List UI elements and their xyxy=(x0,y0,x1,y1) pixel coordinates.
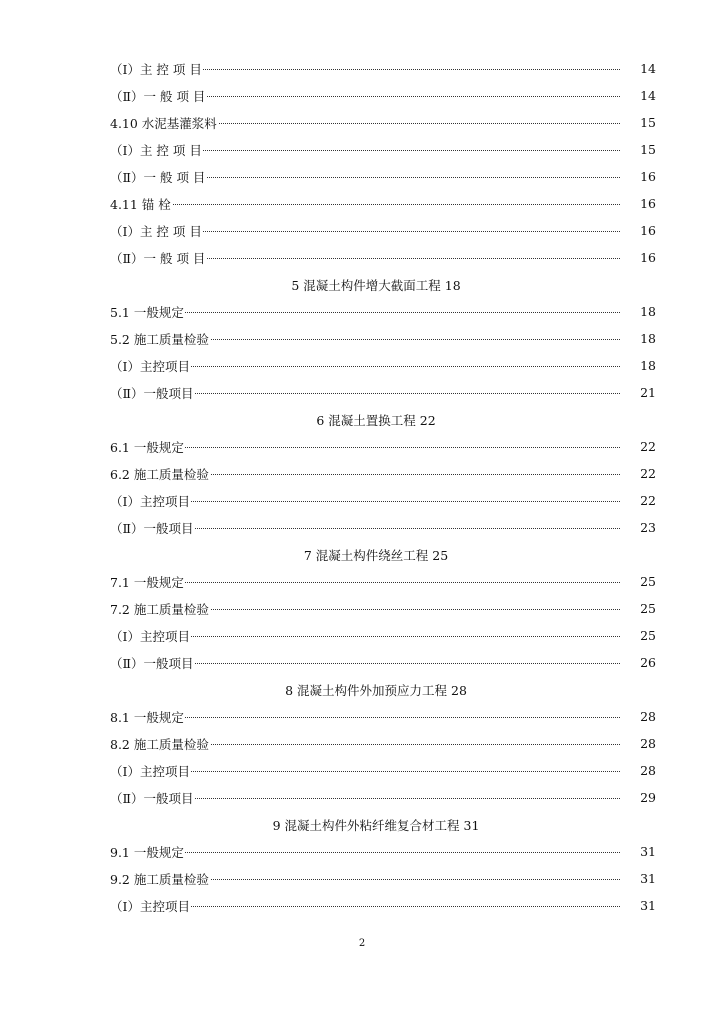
toc-dot-leader xyxy=(110,312,620,313)
toc-chapter-heading xyxy=(0,811,724,838)
toc-entry-page: 15 xyxy=(640,115,656,130)
toc-chapter-heading xyxy=(0,271,724,298)
toc-entry-page: 22 xyxy=(640,493,656,508)
toc-entry xyxy=(0,730,724,757)
toc-entry xyxy=(0,622,724,649)
toc-entry-label: 6.1 一般规定 xyxy=(110,439,184,455)
toc-entry xyxy=(0,379,724,406)
toc-entry xyxy=(0,784,724,811)
toc-entry-page: 31 xyxy=(640,871,656,886)
toc-chapter-heading xyxy=(0,676,724,703)
toc-entry-label: （Ⅰ）主控项目 xyxy=(110,763,190,779)
toc-entry-label: 6.2 施工质量检验 xyxy=(110,466,209,482)
toc-entry-label: 7.2 施工质量检验 xyxy=(110,601,209,617)
toc-entry-label: （Ⅱ）一般项目 xyxy=(110,655,194,671)
toc-entry-page: 22 xyxy=(640,466,656,481)
toc-entry-page: 28 xyxy=(640,709,656,724)
toc-entry-page: 22 xyxy=(640,439,656,454)
toc-dot-leader xyxy=(110,582,620,583)
table-of-contents xyxy=(0,55,724,919)
toc-entry-page: 31 xyxy=(640,844,656,859)
toc-entry xyxy=(0,649,724,676)
toc-entry-page: 25 xyxy=(640,601,656,616)
toc-entry xyxy=(0,460,724,487)
toc-entry-page: 28 xyxy=(640,763,656,778)
toc-entry xyxy=(0,163,724,190)
toc-entry xyxy=(0,190,724,217)
toc-chapter-heading xyxy=(0,406,724,433)
toc-entry-page: 16 xyxy=(640,196,656,211)
toc-entry-page: 14 xyxy=(640,88,656,103)
toc-entry xyxy=(0,892,724,919)
toc-dot-leader xyxy=(110,852,620,853)
toc-entry-label: （Ⅱ）一 般 项 目 xyxy=(110,250,206,266)
toc-chapter-label: 7 混凝土构件绕丝工程 25 xyxy=(303,547,449,563)
toc-entry-page: 25 xyxy=(640,628,656,643)
toc-entry-label: 5.1 一般规定 xyxy=(110,304,184,320)
toc-entry xyxy=(0,838,724,865)
toc-entry-label: （Ⅱ）一般项目 xyxy=(110,790,194,806)
toc-entry-label: （Ⅱ）一般项目 xyxy=(110,520,194,536)
toc-entry-page: 16 xyxy=(640,169,656,184)
toc-entry-label: （Ⅰ）主 控 项 目 xyxy=(110,61,202,77)
toc-entry xyxy=(0,703,724,730)
toc-entry-label: （Ⅰ）主控项目 xyxy=(110,493,190,509)
toc-entry-label: 4.10 水泥基灌浆料 xyxy=(110,115,217,131)
toc-chapter-label: 9 混凝土构件外粘纤维复合材工程 31 xyxy=(272,817,480,833)
toc-entry xyxy=(0,487,724,514)
toc-entry-label: （Ⅱ）一 般 项 目 xyxy=(110,169,206,185)
toc-entry xyxy=(0,298,724,325)
toc-entry xyxy=(0,433,724,460)
toc-dot-leader xyxy=(110,204,620,205)
toc-entry xyxy=(0,865,724,892)
toc-entry xyxy=(0,82,724,109)
toc-entry-label: （Ⅰ）主控项目 xyxy=(110,628,190,644)
toc-entry xyxy=(0,136,724,163)
toc-entry-label: （Ⅱ）一般项目 xyxy=(110,385,194,401)
toc-entry xyxy=(0,244,724,271)
toc-entry xyxy=(0,325,724,352)
toc-entry xyxy=(0,109,724,136)
toc-entry-page: 15 xyxy=(640,142,656,157)
toc-entry-label: 9.2 施工质量检验 xyxy=(110,871,209,887)
page-number: 2 xyxy=(358,938,366,949)
toc-entry-page: 26 xyxy=(640,655,656,670)
toc-entry-page: 14 xyxy=(640,61,656,76)
toc-entry xyxy=(0,217,724,244)
toc-entry-page: 28 xyxy=(640,736,656,751)
toc-entry-label: （Ⅰ）主 控 项 目 xyxy=(110,223,202,239)
toc-entry-page: 18 xyxy=(640,304,656,319)
toc-chapter-label: 8 混凝土构件外加预应力工程 28 xyxy=(285,682,467,698)
toc-entry-page: 25 xyxy=(640,574,656,589)
toc-chapter-label: 6 混凝土置换工程 22 xyxy=(316,412,436,428)
toc-entry-page: 23 xyxy=(640,520,656,535)
toc-entry xyxy=(0,514,724,541)
toc-entry-label: 9.1 一般规定 xyxy=(110,844,184,860)
toc-entry-label: （Ⅰ）主 控 项 目 xyxy=(110,142,202,158)
toc-dot-leader xyxy=(110,717,620,718)
toc-entry-label: 8.2 施工质量检验 xyxy=(110,736,209,752)
toc-entry xyxy=(0,568,724,595)
toc-entry-page: 18 xyxy=(640,331,656,346)
toc-entry-label: （Ⅱ）一 般 项 目 xyxy=(110,88,206,104)
toc-dot-leader xyxy=(110,447,620,448)
toc-entry xyxy=(0,757,724,784)
toc-entry-page: 31 xyxy=(640,898,656,913)
toc-entry-label: 8.1 一般规定 xyxy=(110,709,184,725)
toc-entry xyxy=(0,55,724,82)
toc-entry-label: 4.11 锚 栓 xyxy=(110,196,171,212)
toc-entry-label: 5.2 施工质量检验 xyxy=(110,331,209,347)
toc-entry xyxy=(0,352,724,379)
toc-entry-page: 18 xyxy=(640,358,656,373)
toc-entry-page: 16 xyxy=(640,250,656,265)
toc-entry xyxy=(0,595,724,622)
toc-chapter-label: 5 混凝土构件增大截面工程 18 xyxy=(291,277,461,293)
toc-entry-label: 7.1 一般规定 xyxy=(110,574,184,590)
toc-entry-label: （Ⅰ）主控项目 xyxy=(110,358,190,374)
toc-entry-page: 29 xyxy=(640,790,656,805)
toc-chapter-heading xyxy=(0,541,724,568)
toc-entry-label: （Ⅰ）主控项目 xyxy=(110,898,190,914)
toc-entry-page: 16 xyxy=(640,223,656,238)
toc-entry-page: 21 xyxy=(640,385,656,400)
